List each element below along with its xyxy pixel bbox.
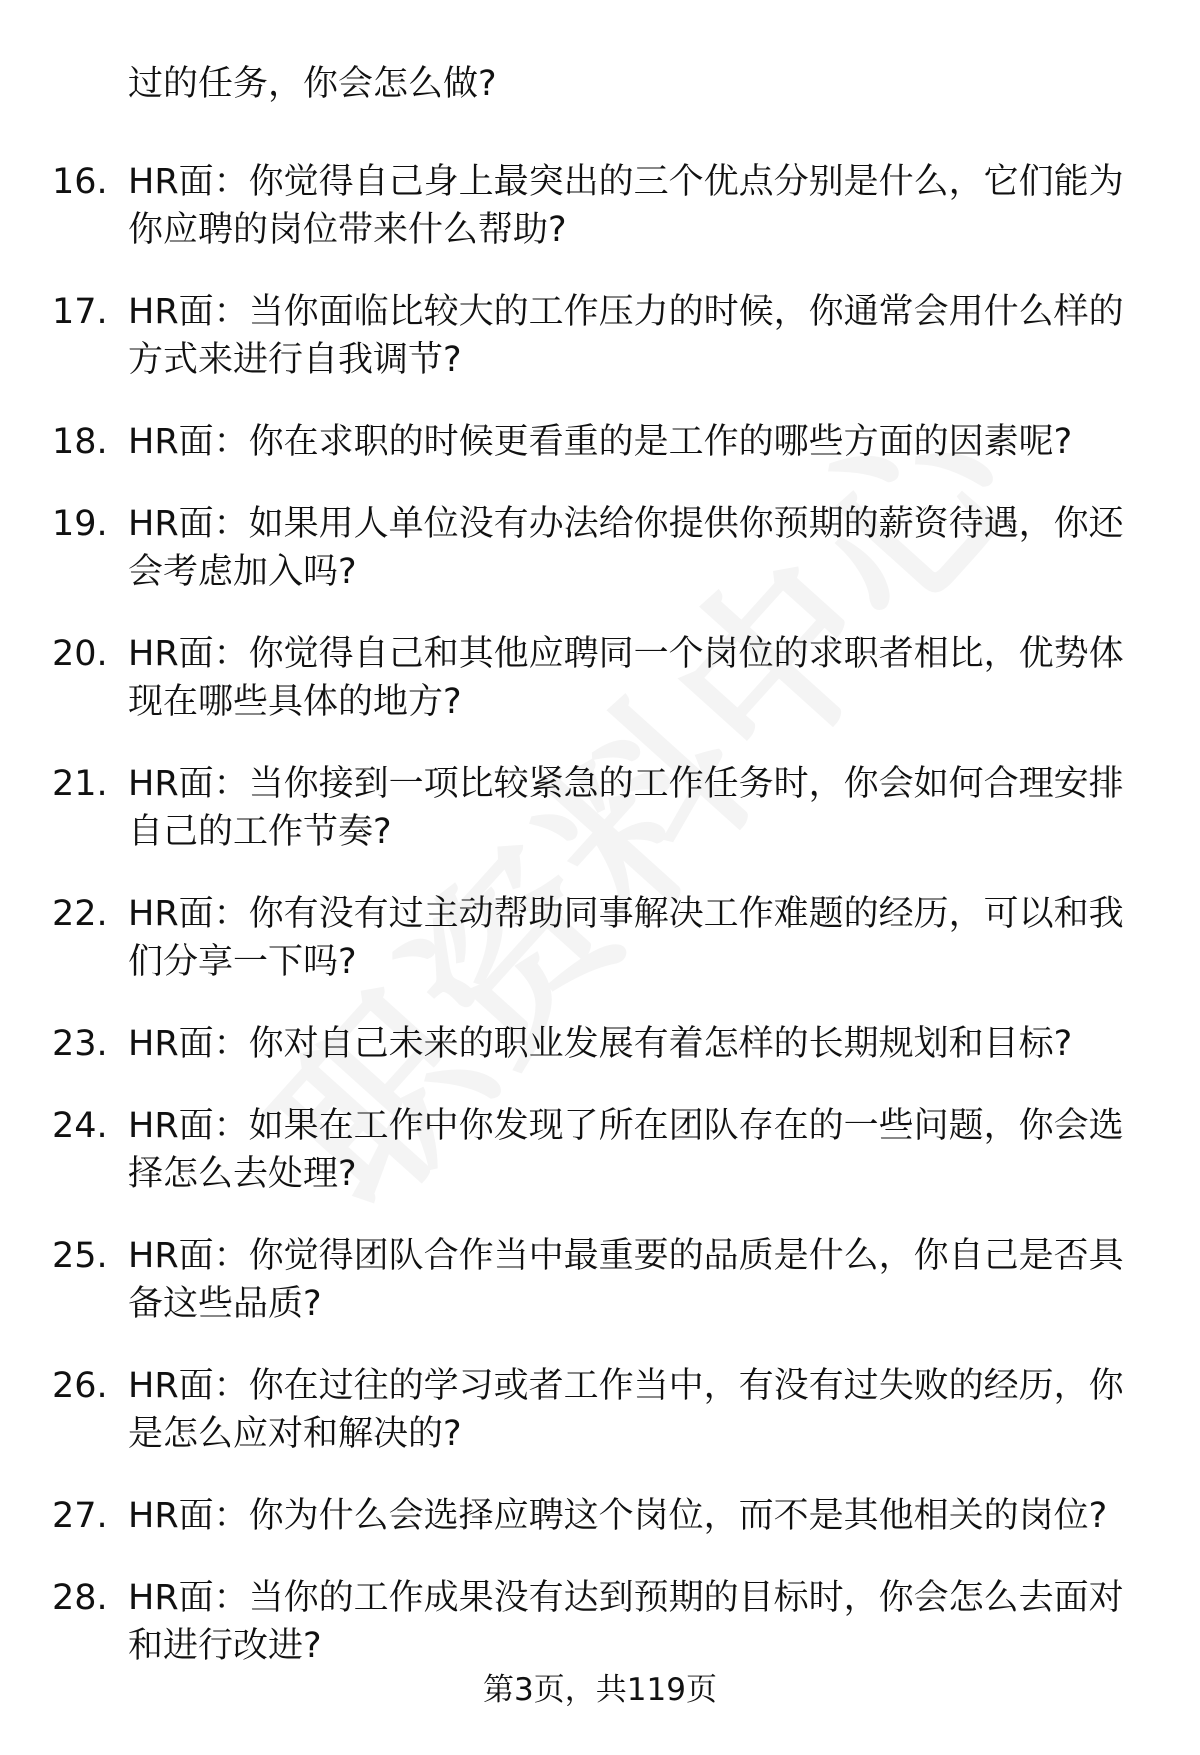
- question-text: HR面：你在求职的时候更看重的是工作的哪些方面的因素呢?: [128, 422, 1073, 462]
- question-number: 20.: [52, 634, 108, 674]
- question-text: HR面：你觉得团队合作当中最重要的品质是什么，你自己是否具备这些品质?: [128, 1236, 1124, 1324]
- question-text: HR面：当你的工作成果没有达到预期的目标时，你会怎么去面对和进行改进?: [128, 1578, 1124, 1666]
- question-text: HR面：当你面临比较大的工作压力的时候，你通常会用什么样的方式来进行自我调节?: [128, 292, 1124, 380]
- question-number: 25.: [52, 1236, 108, 1276]
- question-text: HR面：你在过往的学习或者工作当中，有没有过失败的经历，你是怎么应对和解决的?: [128, 1366, 1124, 1454]
- question-text: HR面：如果用人单位没有办法给你提供你预期的薪资待遇，你还会考虑加入吗?: [128, 504, 1124, 592]
- question-number: 21.: [52, 764, 108, 804]
- question-text: HR面：你为什么会选择应聘这个岗位，而不是其他相关的岗位?: [128, 1496, 1108, 1536]
- question-item: [0, 1102, 1200, 1198]
- question-text: HR面：你对自己未来的职业发展有着怎样的长期规划和目标?: [128, 1024, 1073, 1064]
- question-number: 16.: [52, 162, 108, 202]
- question-item: [0, 1362, 1200, 1458]
- continued-question-text: 过的任务，你会怎么做?: [128, 64, 497, 104]
- question-item: [0, 1020, 1200, 1068]
- question-item: [0, 158, 1200, 254]
- question-number: 26.: [52, 1366, 108, 1406]
- question-number: 27.: [52, 1496, 108, 1536]
- question-text: HR面：你有没有过主动帮助同事解决工作难题的经历，可以和我们分享一下吗?: [128, 894, 1124, 982]
- question-number: 18.: [52, 422, 108, 462]
- question-item: [0, 630, 1200, 726]
- question-item: [0, 1232, 1200, 1328]
- question-item: [0, 418, 1200, 466]
- question-text: HR面：你觉得自己和其他应聘同一个岗位的求职者相比，优势体现在哪些具体的地方?: [128, 634, 1124, 722]
- question-item: [0, 1574, 1200, 1670]
- question-list: [0, 158, 1200, 1704]
- question-number: 24.: [52, 1106, 108, 1146]
- page-number-footer: 第3页，共119页: [483, 1672, 717, 1708]
- question-item: [0, 760, 1200, 856]
- question-number: 22.: [52, 894, 108, 934]
- question-text: HR面：你觉得自己身上最突出的三个优点分别是什么，它们能为你应聘的岗位带来什么帮助?: [128, 162, 1124, 250]
- question-number: 28.: [52, 1578, 108, 1618]
- question-item: [0, 1492, 1200, 1540]
- question-number: 17.: [52, 292, 108, 332]
- question-item: [0, 500, 1200, 596]
- question-number: 19.: [52, 504, 108, 544]
- question-item: [0, 288, 1200, 384]
- question-text: HR面：当你接到一项比较紧急的工作任务时，你会如何合理安排自己的工作节奏?: [128, 764, 1124, 852]
- question-number: 23.: [52, 1024, 108, 1064]
- question-item: [0, 890, 1200, 986]
- question-text: HR面：如果在工作中你发现了所在团队存在的一些问题，你会选择怎么去处理?: [128, 1106, 1124, 1194]
